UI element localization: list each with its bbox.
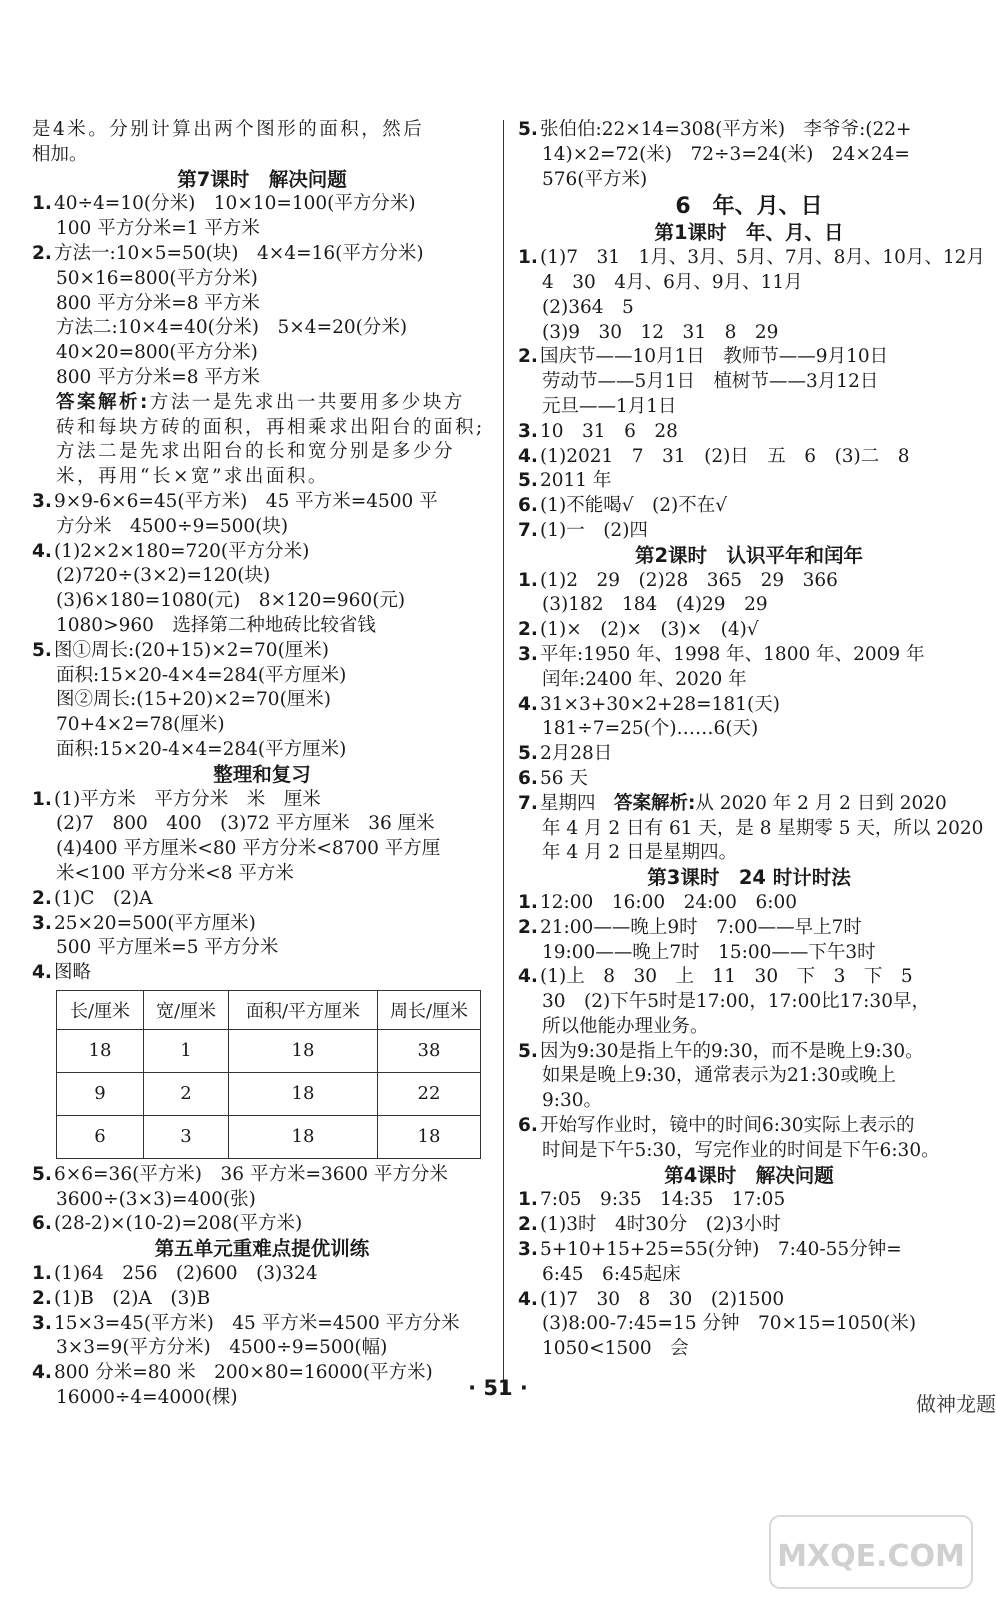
answer-line: 800 平方分米=8 平方米 [56, 292, 260, 314]
answer-line: 5. 图①周长:(20+15)×2=70(厘米) [32, 639, 492, 664]
rectangle-table [56, 990, 481, 1159]
answer-line: (2)7 800 400 (3)72 平方厘米 36 厘米 [56, 813, 435, 835]
answer-line: 19:00——晚上7时 15:00——下午3时 [542, 941, 876, 963]
answer-line: 5. 2月28日 [518, 742, 980, 767]
question-number: 3. [518, 1239, 538, 1261]
answer-line: (2)364 5 [542, 296, 634, 318]
question-number: 3. [518, 420, 538, 442]
question-number: 4. [32, 1362, 52, 1384]
answer-line: 3. 15×3=45(平方米) 45 平方米=4500 平方分米 [32, 1312, 492, 1337]
answer-line: 4. 31×3+30×2+28=181(天) [518, 693, 980, 718]
question-number: 2. [518, 916, 538, 938]
answer-line: 闰年:2400 年、2020 年 [542, 668, 747, 690]
table-header: 周长/厘米 [378, 990, 481, 1029]
question-number: 5. [518, 470, 538, 492]
table-cell: 18 [229, 1029, 378, 1072]
question-number: 5. [518, 119, 538, 140]
answer-line: 800 平方分米=8 平方米 [56, 366, 260, 388]
answer-line: 元旦——1月1日 [542, 395, 677, 417]
left-column [32, 118, 492, 1411]
question-number: 1. [518, 247, 538, 269]
question-number: 4. [518, 1288, 538, 1310]
answer-line: 4. (1)7 30 8 30 (2)1500 [518, 1288, 980, 1313]
answer-line: (3)9 30 12 31 8 29 [542, 321, 779, 343]
answer-line: 1. (1)64 256 (2)600 (3)324 [32, 1262, 492, 1287]
question-number: 6. [518, 495, 538, 517]
section-heading: 第五单元重难点提优训练 [154, 1237, 370, 1261]
question-number: 5. [32, 1163, 52, 1185]
question-number: 6. [518, 1115, 538, 1137]
section-heading: 第3课时 24 时计时法 [647, 866, 851, 890]
answer-line: 50×16=800(平方分米) [56, 267, 258, 289]
right-column [518, 118, 985, 1362]
answer-line: 米<100 平方分米<8 平方米 [56, 862, 294, 884]
answer-line: 6:45 6:45起床 [542, 1263, 681, 1285]
answer-line: 7. 星期四 答案解析:从 2020 年 2 月 2 日到 2020 [518, 792, 980, 817]
answer-line: 4. 800 分米=80 米 200×80=16000(平方米) [32, 1361, 492, 1386]
answer-line: 1. (1)2 29 (2)28 365 29 366 [518, 569, 980, 594]
question-number: 4. [32, 540, 52, 562]
answer-line: (3)182 184 (4)29 29 [542, 594, 768, 616]
answer-line: 1. (1)平方米 平方分米 米 厘米 [32, 788, 492, 813]
answer-line: 2. (1)B (2)A (3)B [32, 1287, 492, 1312]
table-cell: 18 [378, 1115, 481, 1158]
table-row [57, 1115, 481, 1158]
question-number: 3. [32, 912, 52, 934]
section-heading: 第4课时 解决问题 [664, 1163, 834, 1187]
table-header: 面积/平方厘米 [229, 990, 378, 1029]
question-number: 1. [518, 569, 538, 591]
answer-line: 方法二:10×4=40(分米) 5×4=20(分米) [56, 317, 408, 339]
answer-line: 6. 开始写作业时，镜中的时间6:30实际上表示的 [518, 1114, 980, 1139]
question-number: 4. [518, 445, 538, 467]
table-cell: 6 [57, 1115, 144, 1158]
answer-line: 图②周长:(15+20)×2=70(厘米) [56, 689, 331, 711]
question-number: 1. [518, 1189, 538, 1211]
answer-line: 7. (1)一 (2)四 [518, 519, 980, 544]
question-number: 4. [32, 962, 52, 984]
question-number: 2. [518, 619, 538, 641]
question-number: 4. [518, 693, 538, 715]
question-number: 1. [32, 193, 52, 215]
table-header: 长/厘米 [57, 990, 144, 1029]
question-number: 2. [518, 346, 538, 368]
answer-line: 2. (1)3时 4时30分 (2)3小时 [518, 1213, 980, 1238]
answer-line: 2. 21:00——晚上9时 7:00——早上7时 [518, 916, 980, 941]
section-heading: 第2课时 认识平年和闰年 [634, 543, 864, 567]
answer-line: 30 (2)下午5时是17:00，17:00比17:30早， [542, 991, 930, 1013]
answer-line: 方分米 4500÷9=500(块) [56, 515, 289, 537]
table-cell: 38 [378, 1029, 481, 1072]
table-header-row [57, 990, 481, 1029]
answer-line: 6. 56 天 [518, 767, 980, 792]
unit-heading: 6 年、月、日 [675, 194, 823, 220]
answer-line: 6. (1)不能喝√ (2)不在√ [518, 494, 980, 519]
answer-line: 2. 方法一:10×5=50(块) 4×4=16(平方分米) [32, 242, 492, 267]
question-number: 7. [518, 519, 538, 541]
table-cell: 22 [378, 1072, 481, 1115]
answer-line: 1050<1500 会 [542, 1338, 689, 1360]
question-number: 2. [32, 242, 52, 264]
answer-line: 1. (1)7 31 1月、3月、5月、7月、8月、10月、12月 [518, 246, 980, 271]
column-divider [503, 120, 504, 1395]
question-number: 5. [518, 1040, 538, 1062]
answer-line: (4)400 平方厘米<80 平方分米<8700 平方厘 [56, 838, 441, 860]
analysis-line: 方法二是先求出阳台的长和宽分别是多少分 [56, 441, 456, 463]
answer-line: 5. 6×6=36(平方米) 36 平方米=3600 平方分米 [32, 1163, 492, 1188]
answer-line: 面积:15×20-4×4=284(平方厘米) [56, 738, 347, 760]
answer-line: 3. 9×9-6×6=45(平方米) 45 平方米=4500 平 [32, 490, 492, 515]
question-number: 6. [32, 1213, 52, 1235]
question-number: 6. [518, 767, 538, 789]
question-number: 1. [32, 788, 52, 810]
question-number: 7. [518, 792, 538, 814]
answer-line: 2. 国庆节——10月1日 教师节——9月10日 [518, 345, 980, 370]
answer-line: 如果是晚上9:30，通常表示为21:30或晚上 [542, 1065, 896, 1087]
brand-text: 做神龙题 [916, 1392, 996, 1416]
answer-line: 年 4 月 2 日是星期四。 [542, 842, 738, 864]
answer-line: 70+4×2=78(厘米) [56, 714, 225, 736]
answer-line: 5. 因为9:30是指上午的9:30，而不是晚上9:30。 [518, 1040, 980, 1065]
analysis-line: 米，再用“长×宽”求出面积。 [56, 466, 329, 488]
answer-line: 5. 张伯伯:22×14=308(平方米) 李爷爷:(22+ [518, 118, 980, 143]
section-heading: 第7课时 解决问题 [177, 167, 347, 191]
analysis-line: 砖和每块方砖的面积，再相乘求出阳台的面积; [56, 416, 485, 438]
analysis-line: 答案解析:方法一是先求出一共要用多少块方 [56, 391, 465, 413]
answer-line: 9:30。 [542, 1090, 603, 1112]
answer-line: 1080>960 选择第二种地砖比较省钱 [56, 614, 376, 636]
section-heading: 第1课时 年、月、日 [654, 221, 844, 245]
question-number: 3. [518, 643, 538, 665]
answer-line: 年 4 月 2 日有 61 天，是 8 星期零 5 天，所以 2020 [542, 817, 984, 839]
answer-line: 4 30 4月、6月、9月、11月 [542, 271, 803, 293]
answer-line: 3. 平年:1950 年、1998 年、1800 年、2009 年 [518, 643, 980, 668]
table-cell: 3 [144, 1115, 229, 1158]
answer-line: 3×3=9(平方分米) 4500÷9=500(幅) [56, 1337, 388, 1359]
watermark-text: MXQE.COM [777, 1539, 965, 1574]
text-line: 是4米。分别计算出两个图形的面积，然后 [32, 119, 425, 140]
question-number: 5. [32, 639, 52, 661]
table-header: 宽/厘米 [144, 990, 229, 1029]
answer-line: 2. (1)C (2)A [32, 887, 492, 912]
answer-line: (3)6×180=1080(元) 8×120=960(元) [56, 590, 406, 612]
answer-line: 4. (1)2021 7 31 (2)日 五 6 (3)二 8 [518, 445, 980, 470]
question-number: 3. [32, 490, 52, 512]
answer-line: 2. (1)× (2)× (3)× (4)√ [518, 618, 980, 643]
answer-line: 5. 2011 年 [518, 469, 980, 494]
answer-line: 100 平方分米=1 平方米 [56, 218, 260, 240]
question-number: 2. [518, 1214, 538, 1236]
table-cell: 9 [57, 1072, 144, 1115]
question-number: 5. [518, 743, 538, 765]
answer-line: 3600÷(3×3)=400(张) [56, 1188, 256, 1210]
answer-line: 时间是下午5:30，写完作业的时间是下午6:30。 [542, 1139, 940, 1161]
section-heading: 整理和复习 [213, 762, 311, 786]
answer-line: 1. 40÷4=10(分米) 10×10=100(平方分米) [32, 192, 492, 217]
answer-line: 面积:15×20-4×4=284(平方厘米) [56, 664, 347, 686]
answer-line: 6. (28-2)×(10-2)=208(平方米) [32, 1212, 492, 1237]
table-row [57, 1029, 481, 1072]
question-number: 1. [518, 891, 538, 913]
answer-line: 4. (1)2×2×180=720(平方分米) [32, 540, 492, 565]
question-number: 3. [32, 1312, 52, 1334]
answer-line: (2)720÷(3×2)=120(块) [56, 565, 271, 587]
answer-line: 576(平方米) [542, 168, 648, 190]
answer-line: 4. 图略 [32, 961, 492, 986]
answer-line: 500 平方厘米=5 平方分米 [56, 937, 279, 959]
answer-line: 1. 12:00 16:00 24:00 6:00 [518, 891, 980, 916]
question-number: 2. [32, 887, 52, 909]
watermark-logo [766, 1512, 976, 1592]
question-number: 1. [32, 1263, 52, 1285]
table-cell: 1 [144, 1029, 229, 1072]
table-row [57, 1072, 481, 1115]
answer-line: 16000÷4=4000(棵) [56, 1387, 238, 1409]
text-line: 相加。 [32, 143, 88, 165]
table-cell: 2 [144, 1072, 229, 1115]
question-number: 2. [32, 1287, 52, 1309]
answer-line: (3)8:00-7:45=15 分钟 70×15=1050(米) [542, 1313, 917, 1335]
question-number: 4. [518, 966, 538, 988]
analysis-label: 答案解析: [614, 792, 696, 814]
table-cell: 18 [229, 1115, 378, 1158]
answer-line: 40×20=800(平方分米) [56, 342, 258, 364]
answer-line: 14)×2=72(米) 72÷3=24(米) 24×24= [542, 143, 910, 165]
table-cell: 18 [57, 1029, 144, 1072]
answer-line: 所以他能办理业务。 [542, 1015, 709, 1037]
answer-line: 3. 25×20=500(平方厘米) [32, 912, 492, 937]
table-cell: 18 [229, 1072, 378, 1115]
answer-line: 4. (1)上 8 30 上 11 30 下 3 下 5 [518, 965, 980, 990]
answer-line: 3. 10 31 6 28 [518, 420, 980, 445]
page-number: · 51 · [468, 1376, 528, 1400]
analysis-label: 答案解析: [56, 391, 150, 413]
answer-line: 劳动节——5月1日 植树节——3月12日 [542, 371, 879, 393]
answer-line: 1. 7:05 9:35 14:35 17:05 [518, 1188, 980, 1213]
answer-line: 3. 5+10+15+25=55(分钟) 7:40-55分钟= [518, 1238, 980, 1263]
answer-line: 181÷7=25(个)……6(天) [542, 718, 759, 740]
